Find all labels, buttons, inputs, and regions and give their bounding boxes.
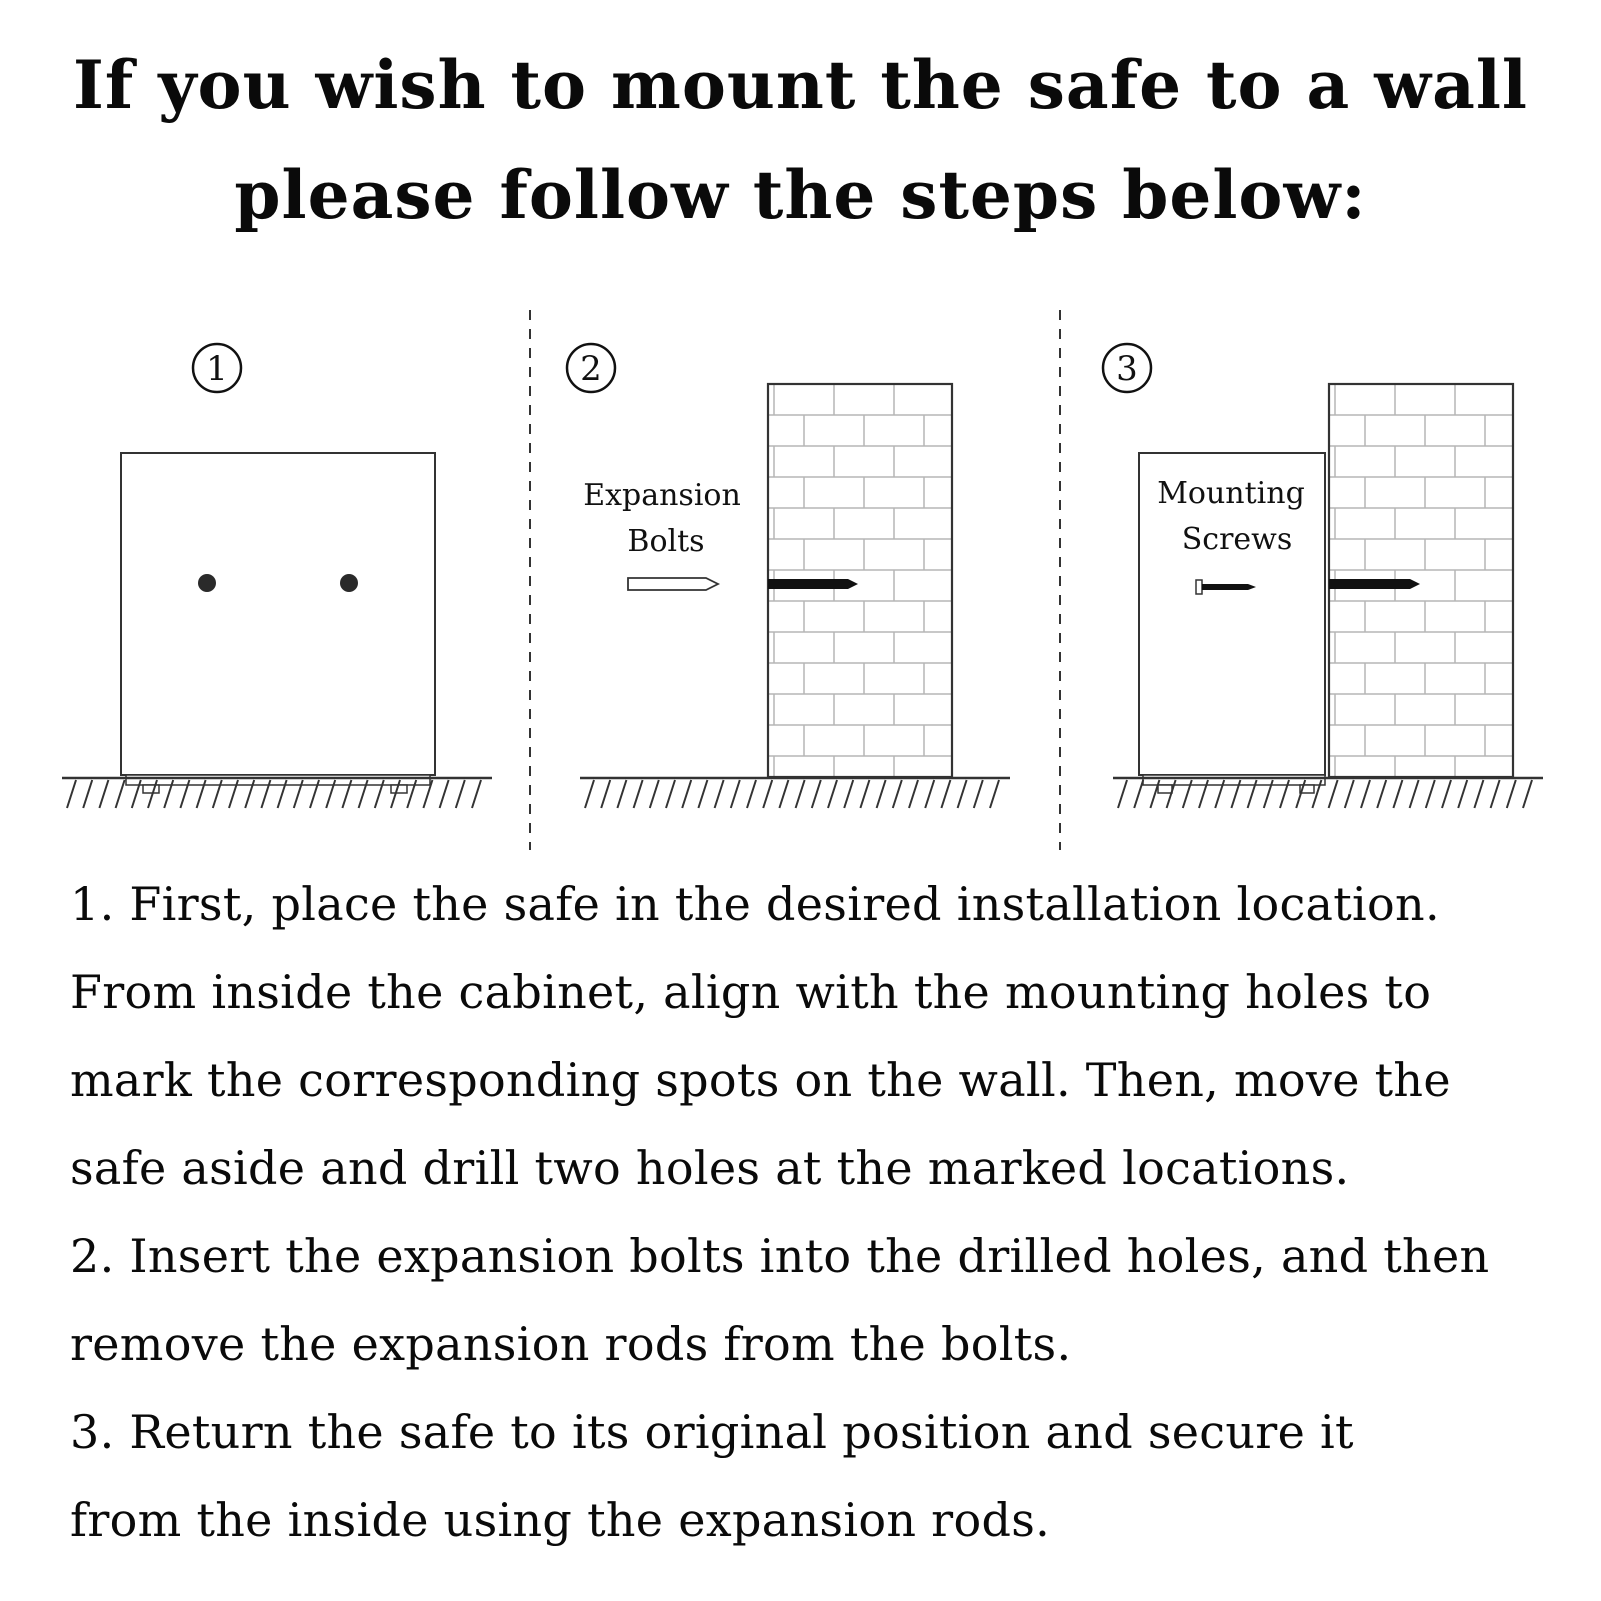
instruction-line: from the inside using the expansion rods. <box>70 1493 1051 1547</box>
instruction-line: 3. Return the safe to its original position and secure it <box>70 1405 1354 1459</box>
svg-text:3: 3 <box>1116 349 1138 389</box>
mounting-screws-label-line-2: Screws <box>1181 522 1293 557</box>
installed-screw-icon <box>1329 579 1420 589</box>
panel-3 <box>1103 344 1543 808</box>
instruction-line: mark the corresponding spots on the wall. Then, move the <box>70 1053 1451 1107</box>
instruction-line: From inside the cabinet, align with the mounting holes to <box>70 965 1432 1019</box>
instructions <box>70 860 1570 1564</box>
title-line-1: If you wish to mount the safe to a wall <box>72 46 1529 124</box>
instruction-line: 1. First, place the safe in the desired installation location. <box>70 877 1440 931</box>
panel-2 <box>567 344 1010 808</box>
panel-1 <box>62 344 492 808</box>
step-number-2-icon <box>567 344 615 392</box>
expansion-bolts-label-line-1: Expansion <box>583 478 741 513</box>
safe-icon <box>121 453 435 793</box>
instruction-line: safe aside and drill two holes at the marked locations. <box>70 1141 1350 1195</box>
mounting-hole-icon <box>340 574 358 592</box>
ground-hatch-icon <box>580 778 1010 808</box>
expansion-bolt-icon <box>628 578 718 590</box>
svg-text:1: 1 <box>206 349 228 389</box>
step-number-3-icon <box>1103 344 1151 392</box>
title-line-2: please follow the steps below: <box>234 156 1367 234</box>
instruction-line: 2. Insert the expansion bolts into the drilled holes, and then <box>70 1229 1490 1283</box>
expansion-bolts-label-line-2: Bolts <box>627 524 705 559</box>
step-number-1-icon <box>193 344 241 392</box>
instruction-line: remove the expansion rods from the bolts. <box>70 1317 1072 1371</box>
svg-text:2: 2 <box>580 349 602 389</box>
installed-bolt-icon <box>768 579 858 589</box>
mounting-diagram <box>0 300 1601 860</box>
mounting-screws-label-line-1: Mounting <box>1157 476 1305 511</box>
mounting-hole-icon <box>198 574 216 592</box>
